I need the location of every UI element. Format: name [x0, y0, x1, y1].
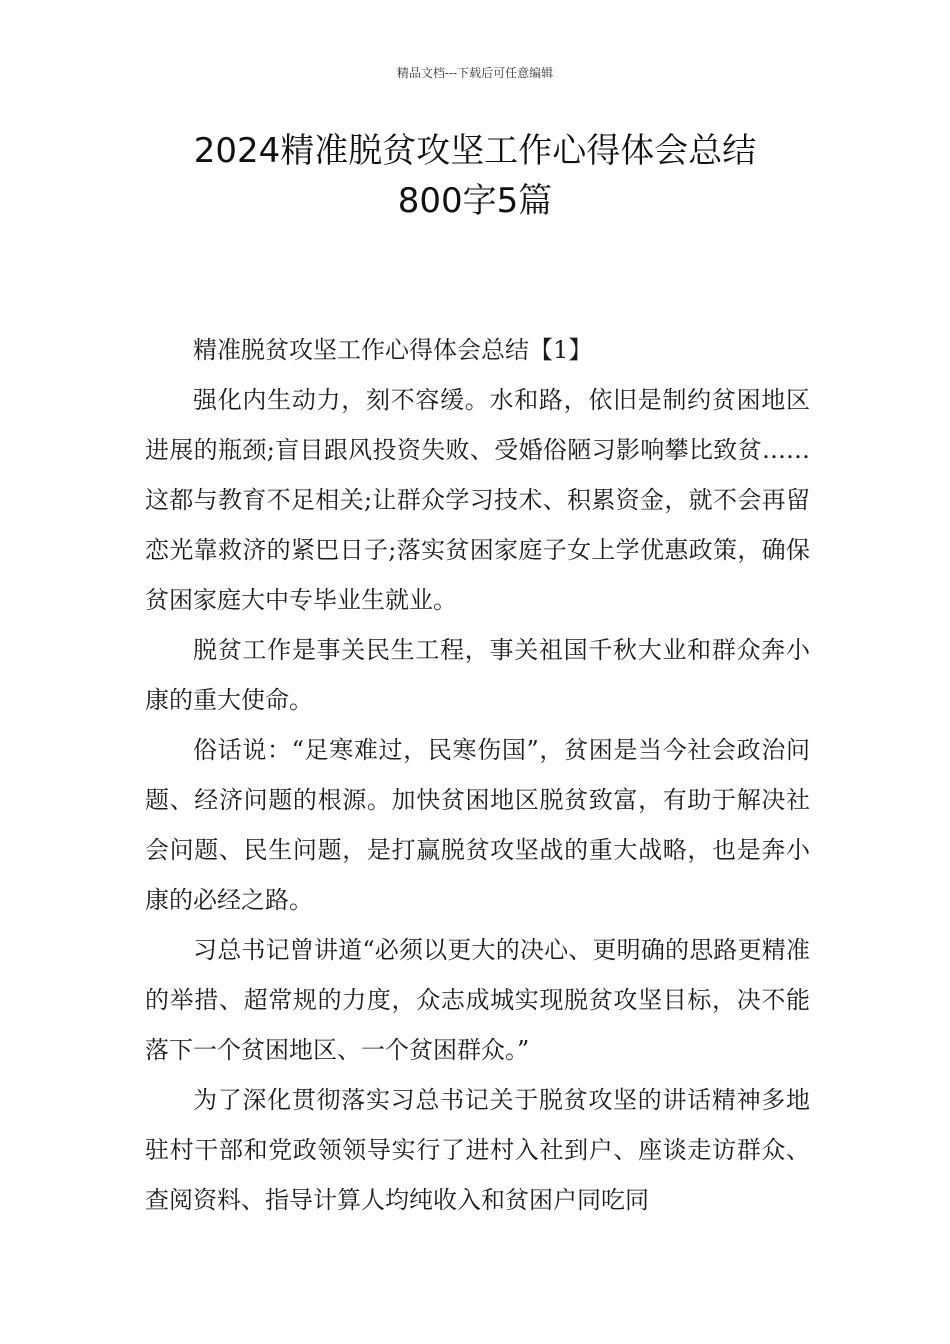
document-title [75, 126, 875, 226]
paragraph: 脱贫工作是事关民生工程，事关祖国千秋大业和群众奔小康的重大使命。 [145, 636, 810, 714]
paragraph: 强化内生动力，刻不容缓。水和路，依旧是制约贫困地区进展的瓶颈;盲目跟风投资失败、受婚俗陋习影响攀比致贫……这都与教育不足相关;让群众学习技术、积累资金，就不会再留恋光靠救济的紧巴日子;落实贫困家庭子女上学优惠政策，确保贫困家庭大中专毕业生就业。 [145, 386, 810, 614]
document-title-line-2: 800字5篇 [397, 181, 553, 221]
section-heading: 精准脱贫攻坚工作心得体会总结【1】 [193, 336, 593, 364]
paragraph: 为了深化贯彻落实习总书记关于脱贫攻坚的讲话精神多地驻村干部和党政领领导实行了进村入社到户、座谈走访群众、查阅资料、指导计算人均纯收入和贫困户同吃同 [145, 1086, 810, 1214]
paragraph: 习总书记曾讲道“必须以更大的决心、更明确的思路更精准的举措、超常规的力度，众志成城实现脱贫攻坚目标，决不能落下一个贫困地区、一个贫困群众。” [145, 936, 810, 1064]
document-title-line-1: 2024精准脱贫攻坚工作心得体会总结 [193, 131, 757, 171]
header-note: 精品文档---下载后可任意编辑 [396, 66, 554, 80]
document-body [145, 325, 810, 1225]
paragraph: 俗话说：“足寒难过，民寒伤国”，贫困是当今社会政治问题、经济问题的根源。加快贫困地区脱贫致富，有助于解决社会问题、民生问题，是打赢脱贫攻坚战的重大战略，也是奔小康的必经之路。 [145, 736, 810, 914]
